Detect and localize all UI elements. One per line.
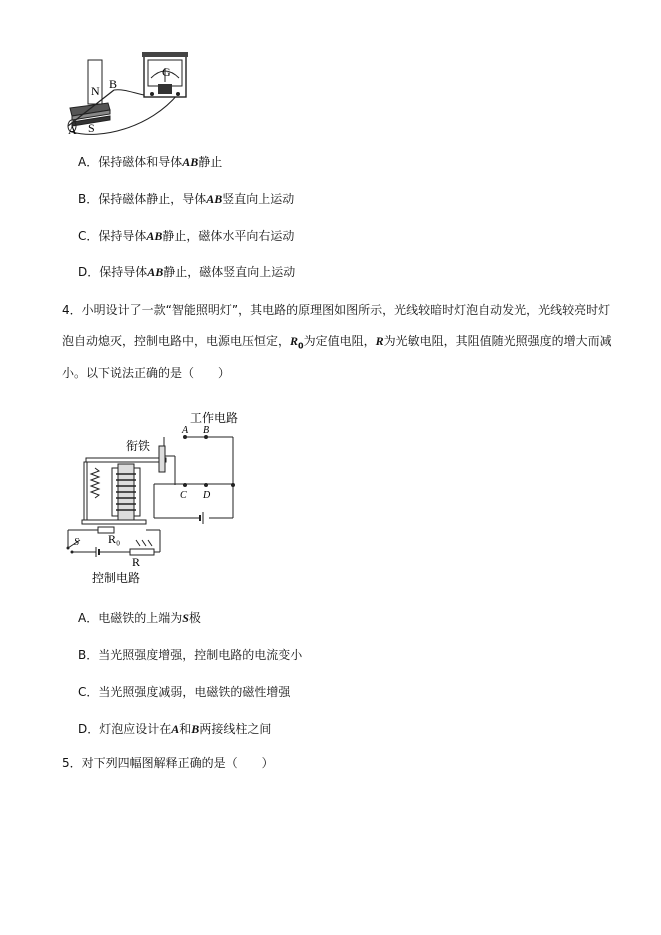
terminal-b: B: [203, 425, 210, 436]
terminal-d: D: [203, 490, 211, 501]
terminal-a: A: [182, 425, 189, 436]
label-n: N: [91, 84, 100, 98]
q5-stem: 5．对下列四幅图解释正确的是（ ）: [62, 756, 274, 770]
q4-stem-line2: 泡自动熄灭，控制电路中，电源电压恒定，$R_0$为定值电阻，R为光敏电阻，其阻值随光照强度的增大而减: [62, 334, 612, 351]
label-s: S: [88, 121, 95, 135]
q3-option-a: A．保持磁体和导体AB静止: [78, 155, 223, 169]
q3-option-b: B．保持磁体静止，导体AB竖直向上运动: [78, 192, 295, 206]
label-switch-s: S: [74, 537, 79, 548]
label-r: R: [132, 555, 141, 569]
q4-stem-line3: 小。以下说法正确的是（ ）: [62, 366, 231, 380]
label-control-circuit: 控制电路: [92, 571, 141, 585]
electromagnet: [82, 446, 166, 524]
q4-option-d: D．灯泡应设计在A和B两接线柱之间: [78, 722, 272, 736]
q3-option-d: D．保持导体AB静止，磁体竖直向上运动: [78, 265, 296, 279]
q4-option-a: A．电磁铁的上端为S极: [78, 611, 201, 625]
q4-stem-line1: 4．小明设计了一款“智能照明灯”，其电路的原理图如图所示，光线较暗时灯泡自动发光，光线较亮时灯: [62, 303, 611, 317]
label-g: G: [162, 65, 171, 79]
work-circuit: [154, 437, 233, 524]
label-armature: 衔铁: [126, 439, 151, 453]
q3-option-c: C．保持导体AB静止，磁体水平向右运动: [78, 229, 295, 243]
label-r0: R₀: [108, 532, 121, 546]
induction-figure: [60, 48, 210, 140]
terminal-c: C: [180, 490, 187, 501]
label-a: A: [68, 123, 77, 137]
label-b: B: [109, 77, 118, 91]
magnet: [70, 60, 110, 126]
label-work-circuit: 工作电路: [190, 411, 239, 425]
q4-option-c: C．当光照强度减弱，电磁铁的磁性增强: [78, 685, 291, 699]
q4-option-b: B．当光照强度增强，控制电路的电流变小: [78, 648, 303, 662]
smart-light-circuit-figure: [60, 408, 250, 588]
